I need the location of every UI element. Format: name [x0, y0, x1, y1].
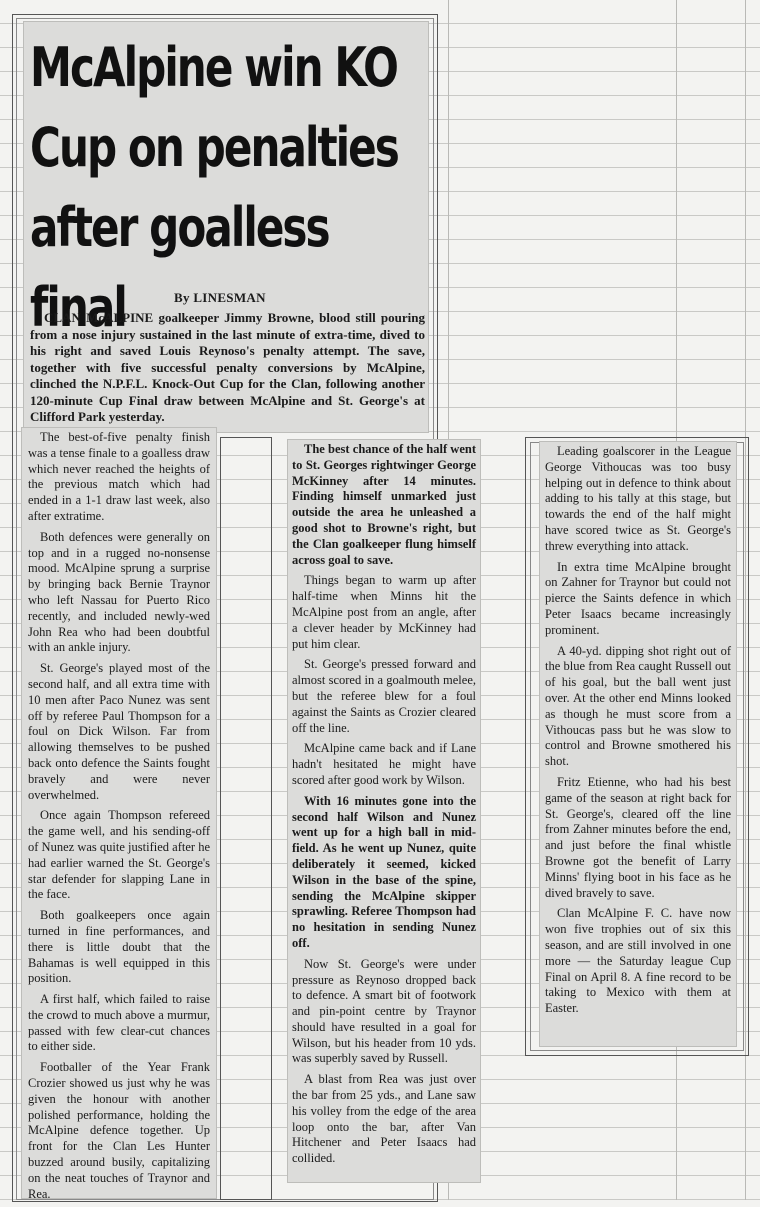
column-3-paragraph: A 40-yd. dipping shot right out of the blue from Rea caught Russell out of his goal, but the ball went just over. At the other end Minns looked as though he must score from a Vithoucas pass but he was slow to control and Browne smothered his shot.: [545, 643, 731, 769]
column-2-paragraph: With 16 minutes gone into the second half Wilson and Nunez went up for a high ball in mid-field. As he went up Nunez, quite deliberately it seemed, kicked Wilson in the base of the spine, sending the McAlpine skipper sprawling. Referee Thompson had no hesitation in sending Nunez off.: [292, 793, 476, 950]
column-3-paragraph: Clan McAlpine F. C. have now won five trophies out of six this season, and are still involved in one more — the Saturday league Cup Final on April 8. A fine record to be taking to Mexico with them at Easter.: [545, 906, 731, 1016]
column-2-paragraph: St. George's pressed forward and almost scored in a goalmouth melee, but the referee blew for a foul against the Saints as Crozier cleared off the line.: [292, 657, 476, 735]
column-1-paragraph: St. George's played most of the second half, and all extra time with 10 men after Paco Nunez was sent off by referee Paul Thompson for a foul on Dick Wilson. Far from allowing themselves to be pushed back onto defence the Saints fought bravely and were never overwhelmed.: [28, 661, 210, 802]
headline-line-1: McAlpine win KO: [30, 36, 398, 99]
column-3-paragraph: In extra time McAlpine brought on Zahner for Traynor but could not pierce the Saints defence in which Peter Isaacs became increasingly prominent.: [545, 559, 731, 637]
column-3-paragraph: Leading goalscorer in the League George Vithoucas was too busy helping out in defence to think about adding to his tally at this stage, but towards the end of the half might have scored twice as St. George's threw everything into attack.: [545, 444, 731, 553]
column-1-paragraph: Both defences were generally on top and in a rugged no-nonsense mood. McAlpine sprung a surprise by bringing back Bernie Traynor who left Nassau for Puerto Rico recently, and included newly-wed John Rea who had been doubtful with an ankle injury.: [28, 529, 210, 655]
column-1-paragraph: Both goalkeepers once again turned in fine performances, and there is little doubt that the Bahamas is well equipped in this position.: [28, 908, 210, 986]
column-1-paragraph: Footballer of the Year Frank Crozier showed us just why he was given the honour with another polished performance, holding the McAlpine defence together. Up front for the Clan Les Hunter buzzed around busily, capitalizing on the neat touches of Traynor and Rea.: [28, 1060, 210, 1201]
column-2-paragraph: The best chance of the half went to St. Georges rightwinger George McKinney after 14 minutes. Finding himself unmarked just outside the area he unleashed a good shot to Browne's right, but the Clan goalkeeper flung himself across goal to save.: [292, 442, 476, 567]
column-2-paragraph: McAlpine came back and if Lane hadn't hesitated he might have scored after good work by Wilson.: [292, 741, 476, 787]
column-3: [545, 444, 731, 1022]
column-3-paragraph: Fritz Etienne, who had his best game of the season at right back for St. George's, cleared off the line from Zahner minutes before the end, and just before the final whistle Browne got the benefit of Larry Minns' flying boot in his face as he dived bravely to save.: [545, 774, 731, 900]
column-1-paragraph: Once again Thompson refereed the game well, and his sending-off of Nunez was quite justified after he had earlier warned the St. George's star defender for slapping Lane in the face.: [28, 808, 210, 902]
column-1-paragraph: A first half, which failed to raise the crowd to much above a murmur, passed with few clear-cut chances to either side.: [28, 992, 210, 1054]
column-2-paragraph: A blast from Rea was just over the bar from 25 yds., and Lane saw his volley from the edge of the area loop onto the bar, after Van Hitchener and Peter Isaacs had collided.: [292, 1072, 476, 1166]
headline-line-2: Cup on penalties: [30, 116, 398, 179]
byline: By LINESMAN: [174, 290, 266, 305]
lead-paragraph: CLAN McALPINE goalkeeper Jimmy Browne, blood still pouring from a nose injury sustained in the last minute of extra-time, dived to his right and saved Louis Reynoso's penalty attempt. The save, together with five successful penalty conversions by McAlpine, clinched the N.P.F.L. Knock-Out Cup for the Clan, following another 120-minute Cup Final draw between McAlpine and St. George's at Clifford Park yesterday.: [30, 310, 425, 424]
headline-line-3: after goalless final: [30, 196, 329, 339]
column-1: [28, 430, 210, 1207]
column-2-paragraph: Things began to warm up after half-time when Minns hit the McAlpine post from an angle, after a clever header by McKinney had put him clear.: [292, 573, 476, 651]
clipping-frame: [220, 437, 272, 1200]
column-2-paragraph: Now St. George's were under pressure as Reynoso dropped back to defence. A smart bit of footwork and pin-point centre by Traynor should have resulted in a goal for Wilson, but his header from 10 yds. was superbly saved by Russell.: [292, 956, 476, 1066]
column-1-paragraph: The best-of-five penalty finish was a tense finale to a goalless draw which never reached the heights of the previous match which had ended in a 1-1 draw last week, also after extratime.: [28, 430, 210, 523]
column-2: [292, 442, 476, 1172]
